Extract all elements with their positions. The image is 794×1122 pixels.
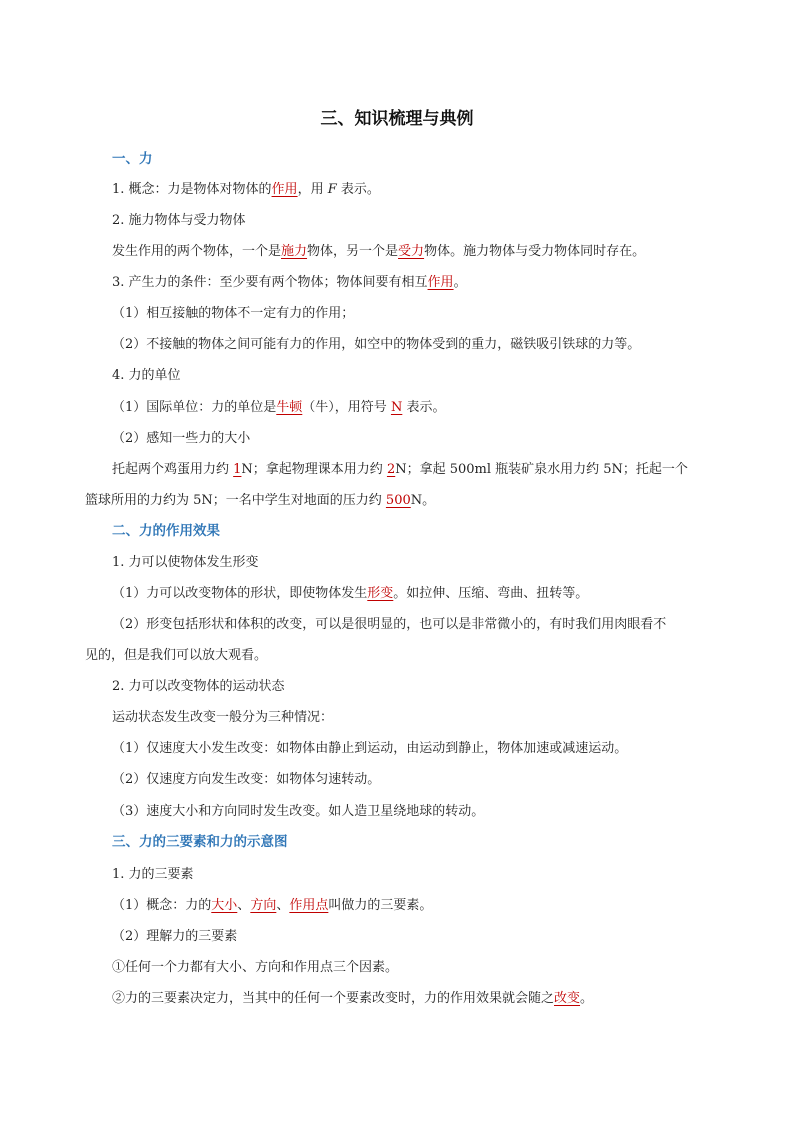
symbol-f: F	[327, 182, 337, 197]
text-span: 。	[453, 275, 467, 290]
text-line: （3）速度大小和方向同时发生改变。如人造卫星绕地球的转动。	[112, 804, 485, 819]
text-line: 2. 力可以改变物体的运动状态	[112, 679, 285, 694]
text-span: 、	[276, 898, 290, 913]
answer-fill: 牛顿	[276, 400, 303, 415]
text-span: N；拿起物理课本用力约	[241, 462, 387, 477]
text-span: 3. 产生力的条件：至少要有两个物体；物体间要有相互	[112, 275, 428, 290]
text-line	[112, 894, 432, 913]
text-span: （1）力可以改变物体的形状，即使物体发生	[112, 586, 368, 601]
section-heading-effects: 二、力的作用效果	[112, 523, 220, 539]
text-line: （2）仅速度方向发生改变：如物体匀速转动。	[112, 772, 381, 787]
answer-fill: 500	[385, 493, 411, 508]
text-line: （2）形变包括形状和体积的改变，可以是很明显的，也可以是非常微小的，有时我们用肉眼看不	[112, 617, 667, 632]
page-title: 三、知识梳理与典例	[320, 109, 474, 129]
text-line: 运动状态发生改变一般分为三种情况：	[112, 710, 334, 725]
answer-fill: 改变	[554, 991, 581, 1006]
answer-fill: 1	[233, 462, 242, 477]
text-span: 、	[237, 898, 251, 913]
text-line: 1. 力的三要素	[112, 867, 194, 882]
text-line: ①任何一个力都有大小、方向和作用点三个因素。	[112, 960, 399, 975]
text-span: 托起两个鸡蛋用力约	[112, 462, 234, 477]
text-span: 物体。施力物体与受力物体同时存在。	[424, 244, 646, 259]
answer-fill: 2	[386, 462, 396, 477]
text-line: 见的，但是我们可以放大观看。	[85, 648, 268, 663]
text-span: 1. 概念：力是物体对物体的	[112, 182, 272, 197]
text-line: （1）仅速度大小发生改变：如物体由静止到运动，由运动到静止，物体加速或减速运动。	[112, 741, 628, 756]
text-span: 篮球所用的力约为 5N；一名中学生对地面的压力约	[85, 493, 386, 508]
text-span: （1）概念：力的	[112, 898, 212, 913]
text-span: 。如拉伸、压缩、弯曲、扭转等。	[393, 586, 589, 601]
text-span: ，用	[297, 182, 328, 197]
text-line: （2）不接触的物体之间可能有力的作用，如空中的物体受到的重力，磁铁吸引铁球的力等。	[112, 337, 641, 352]
text-line	[112, 396, 445, 415]
text-span: ②力的三要素决定力，当其中的任何一个要素改变时，力的作用效果就会随之	[112, 991, 555, 1006]
text-span: N。	[410, 493, 436, 508]
answer-fill: 施力	[281, 244, 308, 259]
text-line	[112, 582, 588, 601]
text-line: （1）相互接触的物体不一定有力的作用；	[112, 306, 355, 321]
answer-fill: 作用	[271, 182, 298, 197]
section-heading-three-elements: 三、力的三要素和力的示意图	[112, 834, 288, 850]
text-line	[85, 489, 435, 508]
answer-fill: 受力	[398, 244, 425, 259]
text-line	[112, 987, 593, 1006]
text-line: 1. 力可以使物体发生形变	[112, 555, 259, 570]
text-line: 4. 力的单位	[112, 368, 181, 383]
answer-fill: 作用点	[289, 898, 329, 913]
text-line	[112, 271, 467, 290]
text-span: （1）国际单位：力的单位是	[112, 400, 277, 415]
answer-fill: 形变	[367, 586, 394, 601]
text-span: 表示。	[402, 400, 446, 415]
text-span: 。	[580, 991, 594, 1006]
answer-fill: 作用	[427, 275, 454, 290]
text-line	[112, 178, 380, 197]
text-line	[112, 240, 645, 259]
section-heading-force: 一、力	[112, 151, 153, 167]
text-span: N；拿起 500ml 瓶装矿泉水用力约 5N；托起一个	[395, 462, 688, 477]
text-line: （2）感知一些力的大小	[112, 431, 251, 446]
text-span: 物体，另一个是	[307, 244, 399, 259]
text-span: （牛），用符号	[302, 400, 391, 415]
text-line: 2. 施力物体与受力物体	[112, 213, 246, 228]
text-line	[112, 458, 688, 477]
text-line: （2）理解力的三要素	[112, 929, 238, 944]
text-span: 表示。	[336, 182, 380, 197]
answer-fill: N	[390, 400, 403, 415]
text-span: 叫做力的三要素。	[328, 898, 433, 913]
answer-fill: 大小	[211, 898, 238, 913]
text-span: 发生作用的两个物体，一个是	[112, 244, 282, 259]
answer-fill: 方向	[250, 898, 277, 913]
